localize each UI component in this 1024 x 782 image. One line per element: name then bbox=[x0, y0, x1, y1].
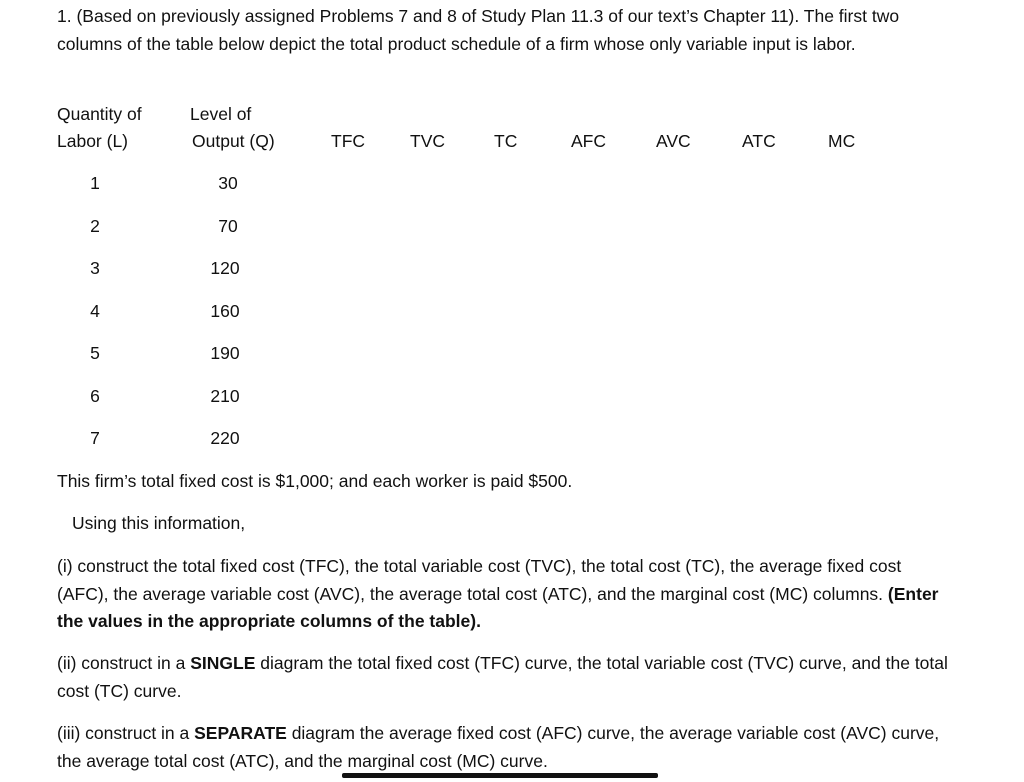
task-ii-pre: (ii) construct in a bbox=[57, 653, 191, 673]
row-2-labor: 2 bbox=[90, 216, 100, 236]
task-iii-pre: (iii) construct in a bbox=[57, 723, 195, 743]
row-6-output: 210 bbox=[210, 386, 240, 406]
problem-intro: 1. (Based on previously assigned Problems 7 and 8 of Study Plan 11.3 of our text’s Chapter 11). The first two columns of the table below depict the total product schedule of a firm whose only variable input is labor. bbox=[57, 6, 900, 54]
row-5-output: 190 bbox=[210, 343, 240, 363]
row-1-output: 30 bbox=[218, 173, 238, 193]
using-info: Using this information, bbox=[72, 513, 246, 533]
header-avc: AVC bbox=[656, 131, 691, 151]
task-i bbox=[57, 553, 954, 636]
task-iii-post: diagram the average fixed cost (AFC) curve, the average variable cost (AVC) curve, the average total cost (ATC), and the marginal cost (MC) curve. bbox=[57, 723, 940, 771]
task-ii bbox=[57, 650, 954, 705]
task-iii bbox=[57, 720, 954, 775]
task-ii-post: diagram the total fixed cost (TFC) curve, the total variable cost (TVC) curve, and the total cost (TC) curve. bbox=[57, 653, 948, 701]
header-tfc: TFC bbox=[331, 131, 366, 151]
row-1-labor: 1 bbox=[90, 173, 100, 193]
header-atc: ATC bbox=[742, 131, 776, 151]
header-tvc: TVC bbox=[410, 131, 445, 151]
header-output-line2: Output (Q) bbox=[192, 131, 275, 151]
task-iii-bold: SEPARATE bbox=[194, 723, 287, 743]
header-labor-line1: Quantity of bbox=[57, 104, 142, 124]
header-tc: TC bbox=[494, 131, 518, 151]
task-i-text: (i) construct the total fixed cost (TFC), the total variable cost (TVC), the total cost (TC), the average fixed cost (AFC), the average variable cost (AVC), the average total cost (ATC), and the marginal cost (MC) columns. bbox=[57, 556, 902, 604]
header-labor-line2: Labor (L) bbox=[57, 131, 129, 151]
task-ii-bold: SINGLE bbox=[190, 653, 256, 673]
header-afc: AFC bbox=[571, 131, 606, 151]
cost-info: This firm’s total fixed cost is $1,000; and each worker is paid $500. bbox=[57, 471, 573, 491]
row-4-output: 160 bbox=[210, 301, 240, 321]
row-6-labor: 6 bbox=[90, 386, 100, 406]
row-4-labor: 4 bbox=[90, 301, 100, 321]
row-2-output: 70 bbox=[218, 216, 238, 236]
row-7-output: 220 bbox=[210, 428, 240, 448]
header-output-line1: Level of bbox=[190, 104, 252, 124]
row-7-labor: 7 bbox=[90, 428, 100, 448]
scroll-indicator-bar bbox=[342, 773, 658, 778]
row-3-output: 120 bbox=[210, 258, 240, 278]
row-5-labor: 5 bbox=[90, 343, 100, 363]
row-3-labor: 3 bbox=[90, 258, 100, 278]
header-mc: MC bbox=[828, 131, 856, 151]
task-i-bold: (Enter the values in the appropriate columns of the table). bbox=[57, 583, 939, 631]
